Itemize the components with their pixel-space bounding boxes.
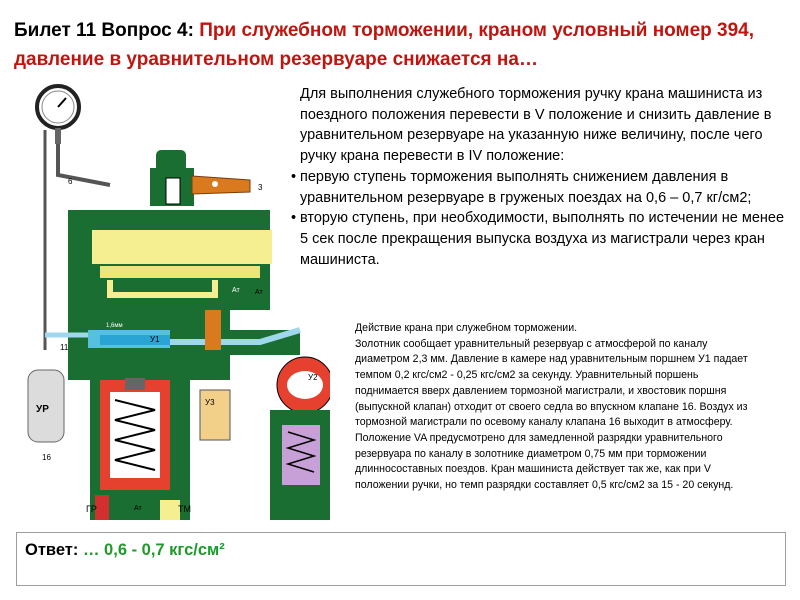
question-text: При служебном торможении, краном условный номер 394, давление в уравнительном резервуаре снижается на… xyxy=(14,20,755,70)
ticket-number: Билет 11 Вопрос 4: xyxy=(14,20,200,41)
label-11: 11 xyxy=(60,343,69,352)
label-y1: У1 xyxy=(150,335,160,344)
label-y2: У2 xyxy=(308,373,318,382)
label-hole: 1,6мм xyxy=(106,323,123,329)
answer-text xyxy=(25,541,225,560)
label-gr: ГР xyxy=(86,504,97,514)
label-3: 3 xyxy=(258,183,263,192)
label-at-1: Ат xyxy=(232,287,240,294)
answer-box xyxy=(16,532,786,586)
description-block xyxy=(355,321,765,494)
description-heading: Действие крана при служебном торможении. xyxy=(355,322,578,334)
label-ur: УР xyxy=(36,404,49,415)
label-6: 6 xyxy=(68,177,73,186)
label-y3: У3 xyxy=(205,398,215,407)
label-16: 16 xyxy=(42,453,51,462)
label-at-2: Ат xyxy=(255,289,263,296)
answer-label: Ответ: xyxy=(25,541,83,559)
description-paragraph: Положение VA предусмотрено для замедленной разрядки уравнительного резервуара по каналу в золотнике диаметром 0,75 мм при торможении длинносоставных поездов. Кран машиниста действует так же, как при V положении ручки, но темп разрядки составляет 0,5 кгс/см2 за 15 - 20 секунд. xyxy=(355,431,734,492)
slide-title xyxy=(14,16,794,74)
brake-valve-diagram xyxy=(0,80,330,520)
label-at-3: Ат xyxy=(134,505,142,512)
label-tm: ТМ xyxy=(178,504,191,514)
intro-paragraph: Для выполнения служебного торможения ручку крана машиниста из поездного положения перевести в V положение и снизить давление в уравнительном резервуаре на указанную ниже величину, после чего ручку крана перевести в IV положение: xyxy=(300,86,772,165)
pressure-gauge-icon xyxy=(37,86,79,144)
bullet-item: • первую ступень торможения выполнять снижением давления в уравнительном резервуаре в груженых поездах на 0,6 – 0,7 кг/см2; xyxy=(300,167,792,208)
bullet-item: • вторую ступень, при необходимости, выполнять по истечении не менее 5 сек после прекращения выпуска воздуха из магистрали через кран машиниста. xyxy=(300,208,792,270)
answer-value: … 0,6 - 0,7 кгс/см² xyxy=(82,541,225,559)
description-paragraph: Золотник сообщает уравнительный резервуар с атмосферой по каналу диаметром 2,3 мм. Давление в камере над уравнительным поршнем У1 падает темпом 0,2 кгс/см2 - 0,25 кгс/см2 за секунду. Уравнительный поршень поднимается вверх давлением тормозной магистрали, и хвостовик поршня (выпускной клапан) отходит от своего седла во впускном клапане 16. Воздух из тормозной магистрали по осевому каналу клапана 16 выходит в атмосферу. xyxy=(355,337,748,429)
main-text-block xyxy=(300,84,792,270)
bullet-list xyxy=(300,167,792,271)
